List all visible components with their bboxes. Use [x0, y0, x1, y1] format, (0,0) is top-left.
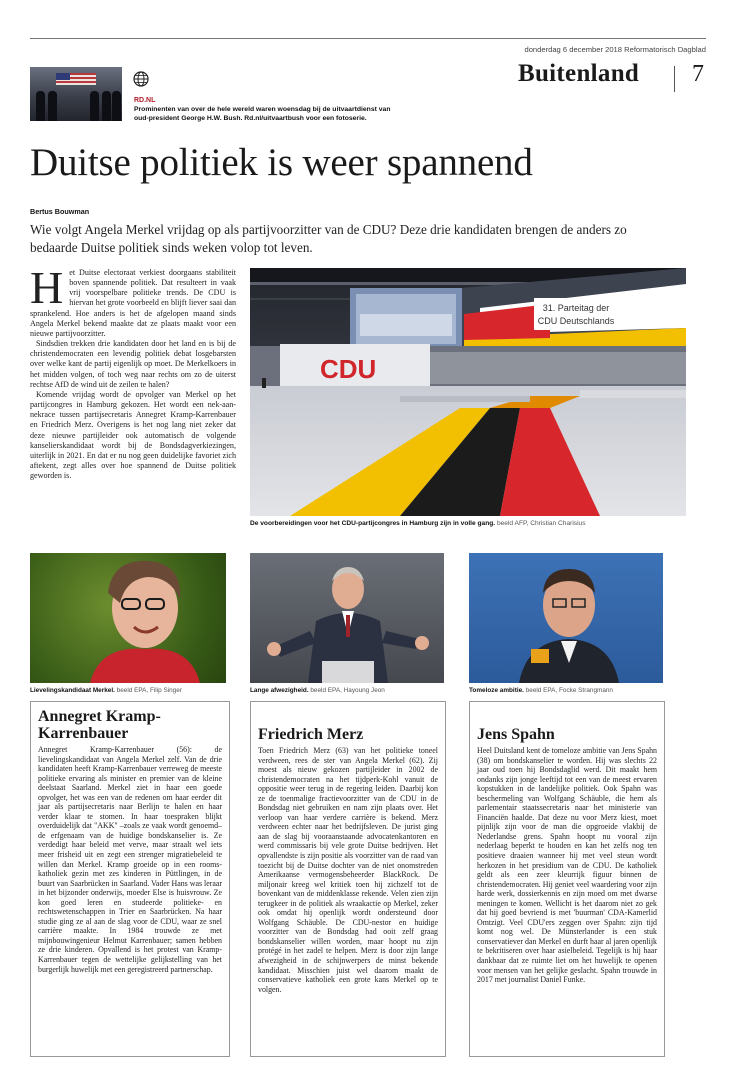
- main-photo-caption: [250, 520, 686, 527]
- drop-cap: H: [30, 262, 64, 313]
- photo-caption-1: [30, 687, 182, 694]
- caption-credit: beeld EPA, Filip Singer: [116, 687, 182, 694]
- congress-hall-illustration: [250, 268, 686, 516]
- page-number: 7: [692, 61, 704, 87]
- profile-text: Heel Duitsland kent de tomeloze ambitie van Jens Spahn (38) om bondskanselier te worden. Hij was slechts 22 jaar oud toen hij Bondsdaglid werd. Dit maakt hem ondanks zijn jonge leeftijd tot een van de meest ervaren kopstukken in de landelijke politiek. Ook Spahn was beschermeling van Wolfgang Schäuble, die hem als parlementair staatssecretaris naar het ministerie van Financiën haalde. Dat deze nu voor Merz kiest, moet pijnlijk zijn voor de man die opgroeide vlakbij de Nederlandse grens. Spahn hoopt nu vooral zijn nederlaag beperkt te houden en kan het zelfs nog ten positieve draaien wanneer hij met veel steun wordt herkozen in het presidium van de CDU. De katholiek geldt als een zeer kleurrijk figuur binnen de christendemocraten. Hij geniet veel waardering voor zijn harde werk, dossierkennis en zijn moed om met dwarse meningen te komen. Wellicht is het daarom niet zo gek dat hij goed bevriend is met 'buurman' CDA-Kamerlid Omtzigt. Veel CDU'ers zeggen over Spahn: zijn tijd komt nog wel. De Münsterlander is een stuk conservatiever dan Merkel en durft haar al jaren openlijk te bekritiseren over haar asielbeleid. Tegelijk is hij haar dankbaar dat ze ruimte liet om het huwelijk te openen voor mensen van het gelijke geslacht. Spahn trouwde in 2017 met journalist Daniel Funke.: [477, 746, 657, 985]
- promo-tag[interactable]: RD.NL: [134, 97, 156, 104]
- globe-icon: [133, 71, 149, 87]
- figure: [36, 91, 45, 121]
- portrait-illustration: [30, 553, 226, 683]
- dateline: donderdag 6 december 2018 Reformatorisch Dagblad: [524, 45, 706, 54]
- banner-text-line2: CDU Deutschlands: [537, 316, 615, 326]
- profile-box-spahn: [469, 701, 665, 1057]
- main-photo[interactable]: [250, 268, 686, 516]
- promo-photo[interactable]: [30, 67, 122, 121]
- profile-text: Annegret Kramp-Karrenbauer (56): de lievelingskandidaat van Angela Merkel zelf. Van de drie kandidaten heeft Kramp-Karrenbauer verreweg de meeste politieke ervaring als minister en premier van de kleine deelstaat Saarland. Merkel ziet in haar een goede opvolger, het was een van de redenen om haar eerder dit jaar als partijsecretaris naar Berlijn te halen en haar verder klaar te stomen. In haar toespraken blijkt overduidelijk dat "AKK" –zoals ze vaak wordt genoemd– de erfgenaam van de huidige bondskanselier is. Ze verdedigt haar beleid met verve, maar straalt wel iets meer frisheid uit en zegt een strenger migratiebeleid te willen dan Merkel. Kramp groeide op in een rooms-katholiek gezin met zes kinderen in Püttlingen, in de buurt van Saarbrücken in Saarland. Vader Hans was leraar in het bijzonder onderwijs, moeder Else is huisvrouw. Ze kon goed leren en studeerde politieke- en rechtswetenschappen in Trier en Saarbrücken. Na haar studie ging ze al aan de slag voor de CDU, waar ze snel carrière maakte. In 1984 trouwde ze met mijnbouwingenieur Helmut Karrenbauer; samen hebben ze drie kinderen. Opvallend is het protest van Kramp-Karrenbauer tegen de wettelijke gelijkstelling van het burgerlijk huwelijk met een geregistreerd partnerschap.: [38, 745, 222, 974]
- section-divider: [674, 66, 675, 92]
- profile-box-kramp-karrenbauer: [30, 701, 230, 1057]
- headline: Duitse politiek is weer spannend: [30, 141, 533, 184]
- main-caption-credit: beeld AFP, Christian Charisius: [496, 520, 586, 527]
- photo-caption-2: [250, 687, 385, 694]
- heading-spacer: [477, 708, 657, 726]
- figure: [90, 91, 99, 121]
- caption-text: Lange afwezigheid.: [250, 687, 309, 694]
- heading-spacer: [258, 708, 438, 726]
- portrait-illustration: [469, 553, 663, 683]
- lead-paragraph: et Duitse electoraat verkiest doorgaans stabiliteit boven spannende politiek. Dat resulteert in vaak vrij voorspelbare politieke trends. De CDU is hiervan het grote voorbeeld en blijft liever saai dan sprankelend. Hoe anders is het de afgelopen maand sinds Angela Merkel bekend maakte dat ze plaats maakt voor een nieuwe partijvoorzitter.: [30, 268, 236, 338]
- figure: [112, 91, 121, 121]
- photo-kramp-karrenbauer[interactable]: [30, 553, 226, 683]
- profile-text: Toen Friedrich Merz (63) van het politieke toneel verdween, rees de ster van Angela Merkel (62). Zij moest als nieuw gekozen partijleider in 2002 de christendemocraten na het tijdperk-Kohl vanuit de oppositie weer terug in de regering leiden. Daarbij kon ze de toenmalige fractievoorzitter van de CDU in de Bondsdag niet gebruiken en nam zijn plaats over. Het verloop van haar verdere carrière is bekend. Merz verdween echter naar het bedrijfsleven. De jurist ging aan de slag bij vooraanstaande advocatenkantoren en werd commissaris bij vele grote Duitse bedrijven. Het opvallendste is zijn positie als voorzitter van de raad van toezicht bij de Duitse dochter van de niet onomstreden Amerikaanse vermogensbeheerder BlackRock. De miljonair kreeg wel kritiek toen hij zichzelf tot de bovenkant van de middenklasse rekende. Velen zien zijn terugkeer in de politiek als wraakactie op Merkel, zeker ook omdat hij openlijk wordt ondersteund door Wolfgang Schäuble. De CDU-nestor en huidige voorzitter van de Bondsdag had ooit zelf graag bondskanselier willen worden, maar hoopt nu zijn protégé in het zadel te helpen. Merz is door zijn lange afwezigheid in de schijnwerpers de minst bekende kandidaat. Misschien juist wel daarom maakt de conservatieve katholiek een grote kans Merkel op te volgen.: [258, 746, 438, 994]
- photo-spahn[interactable]: [469, 553, 663, 683]
- lead-paragraph: Sindsdien trekken drie kandidaten door het land en is bij de christendemocraten een levendig politiek debat losgebarsten over welke kant de partij eigenlijk op moet. De Merkelkoers in het midden volgen, of toch weg naar rechts om zo de uiterst rechtse AfD de wind uit de zeilen te halen?: [30, 339, 236, 389]
- profile-name: Jens Spahn: [477, 726, 555, 743]
- byline: Bertus Bouwman: [30, 207, 90, 216]
- caption-credit: beeld EPA, Focke Strangmann: [525, 687, 613, 694]
- profile-name: Friedrich Merz: [258, 726, 364, 743]
- lead-paragraph: Komende vrijdag wordt de opvolger van Merkel op het partijcongres in Hamburg gekozen. Het wordt een nek-aan-nekrace tussen partijsecretaris Annegret Kramp-Karrenbauer en Friedrich Merz. Overigens is het nog lang niet zeker dat deze nieuwe partijleider ook automatisch de volgende kanselierskandidaat wordt bij de Bondsdagverkiezingen, uiterlijk in 2021. En dat er nu nog geen duidelijke favoriet zich aftekent, zegt alles over hoe spannend de Duitse politiek geworden is.: [30, 389, 236, 481]
- figure: [48, 91, 57, 121]
- main-caption-text: De voorbereidingen voor het CDU-partijcongres in Hamburg zijn in volle gang.: [250, 520, 496, 527]
- intro: Wie volgt Angela Merkel vrijdag op als partijvoorzitter van de CDU? Deze drie kandidaten brengen de anders zo bedaarde Duitse politiek sinds weken volop tot leven.: [30, 222, 627, 255]
- portrait-illustration: [250, 553, 444, 683]
- cdu-logo: CDU: [320, 354, 377, 384]
- figure: [102, 91, 111, 121]
- profile-box-merz: [250, 701, 446, 1057]
- section-title: Buitenland: [518, 60, 640, 87]
- banner-text-line1: 31. Parteitag der: [542, 303, 610, 313]
- flag-canton: [56, 73, 70, 80]
- caption-text: Lievelingskandidaat Merkel.: [30, 687, 115, 694]
- top-rule: [30, 38, 706, 39]
- caption-credit: beeld EPA, Hayoung Jeon: [310, 687, 385, 694]
- photo-merz[interactable]: [250, 553, 444, 683]
- profile-name: Annegret Kramp-Karrenbauer: [38, 708, 161, 742]
- photo-caption-3: [469, 687, 613, 694]
- lead-text: [30, 262, 236, 481]
- promo-text: Prominenten van over de hele wereld waren woensdag bij de uitvaartdienst van oud-president George H.W. Bush. Rd.nl/uitvaartbush voor een fotoserie.: [134, 106, 391, 122]
- caption-text: Tomeloze ambitie.: [469, 687, 524, 694]
